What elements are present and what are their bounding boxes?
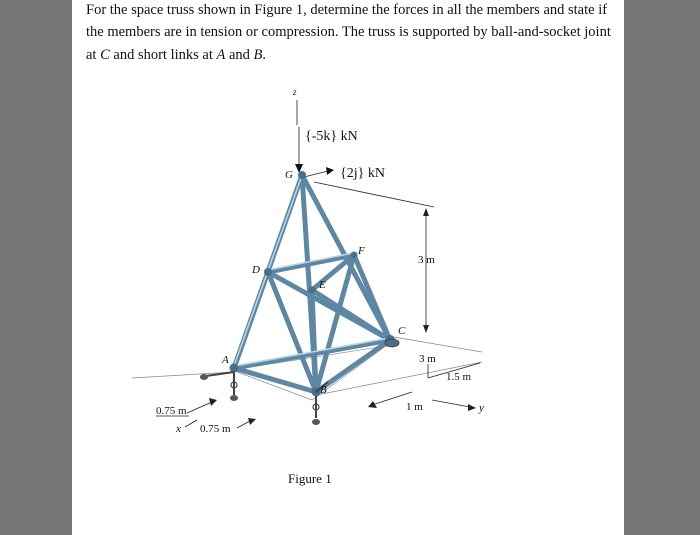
support-link-a bbox=[200, 372, 238, 401]
support-socket-c bbox=[385, 339, 399, 347]
dim-3m-upper-label: 3 m bbox=[418, 254, 435, 266]
y-axis-arrow bbox=[432, 400, 470, 407]
joint-f-marker bbox=[351, 252, 358, 259]
dim-075-bottom-label: 0.75 m bbox=[200, 423, 231, 435]
truss-members bbox=[234, 175, 390, 392]
joint-a-marker bbox=[230, 364, 239, 373]
x-axis-label: x bbox=[176, 423, 181, 435]
dim-3m-upper-arrow-bottom bbox=[423, 325, 429, 333]
dim-1m-label: 1 m bbox=[406, 401, 423, 413]
joint-b-label: B bbox=[320, 384, 327, 396]
c-extension bbox=[394, 337, 482, 352]
figure-caption: Figure 1 bbox=[288, 471, 332, 486]
dim-075-left-line bbox=[187, 402, 212, 413]
joint-c-label: C bbox=[398, 325, 406, 337]
y-axis-label: y bbox=[479, 402, 484, 414]
joint-f-label: F bbox=[358, 245, 365, 257]
load-horizontal-arrow bbox=[304, 171, 328, 177]
dim-075-bottom-arrow bbox=[248, 418, 256, 425]
dim-075-left-arrow bbox=[209, 398, 217, 406]
load-horizontal-arrowhead bbox=[326, 167, 334, 175]
problem-line-3: at C and short links at A and B. bbox=[86, 47, 267, 63]
joint-d-marker bbox=[264, 268, 272, 276]
member-ab bbox=[234, 368, 316, 392]
y-axis-arrowhead bbox=[468, 404, 476, 411]
problem-line-2: the members are in tension or compression. The truss is supported by ball-and-socket joint bbox=[86, 24, 611, 40]
dim-3m-upper-top-ext bbox=[314, 182, 434, 207]
dim-1-5m-label: 1.5 m bbox=[446, 371, 472, 383]
dim-075-bottom-line bbox=[237, 421, 250, 428]
z-axis-label: z bbox=[293, 87, 297, 97]
dim-1m-arrow bbox=[368, 401, 377, 408]
x-axis-line bbox=[185, 420, 197, 427]
joint-g-marker bbox=[298, 171, 306, 179]
dim-3m-upper-arrow-top bbox=[423, 208, 429, 216]
dim-075-left-label: 0.75 m bbox=[156, 405, 187, 417]
joint-g-label: G bbox=[285, 169, 293, 181]
load-horizontal-label: {2j} kN bbox=[340, 166, 385, 181]
load-vertical-label: {-5k} kN bbox=[305, 129, 358, 144]
problem-line-1: For the space truss shown in Figure 1, determine the forces in all the members and state if bbox=[86, 2, 608, 18]
document-page bbox=[72, 0, 624, 535]
joint-d-label: D bbox=[252, 264, 260, 276]
joint-a-label: A bbox=[222, 354, 229, 366]
joint-e-marker bbox=[309, 287, 316, 294]
dim-3m-length-label: 3 m bbox=[419, 353, 436, 365]
joint-e-label: E bbox=[319, 279, 326, 291]
truss-figure bbox=[72, 0, 624, 535]
